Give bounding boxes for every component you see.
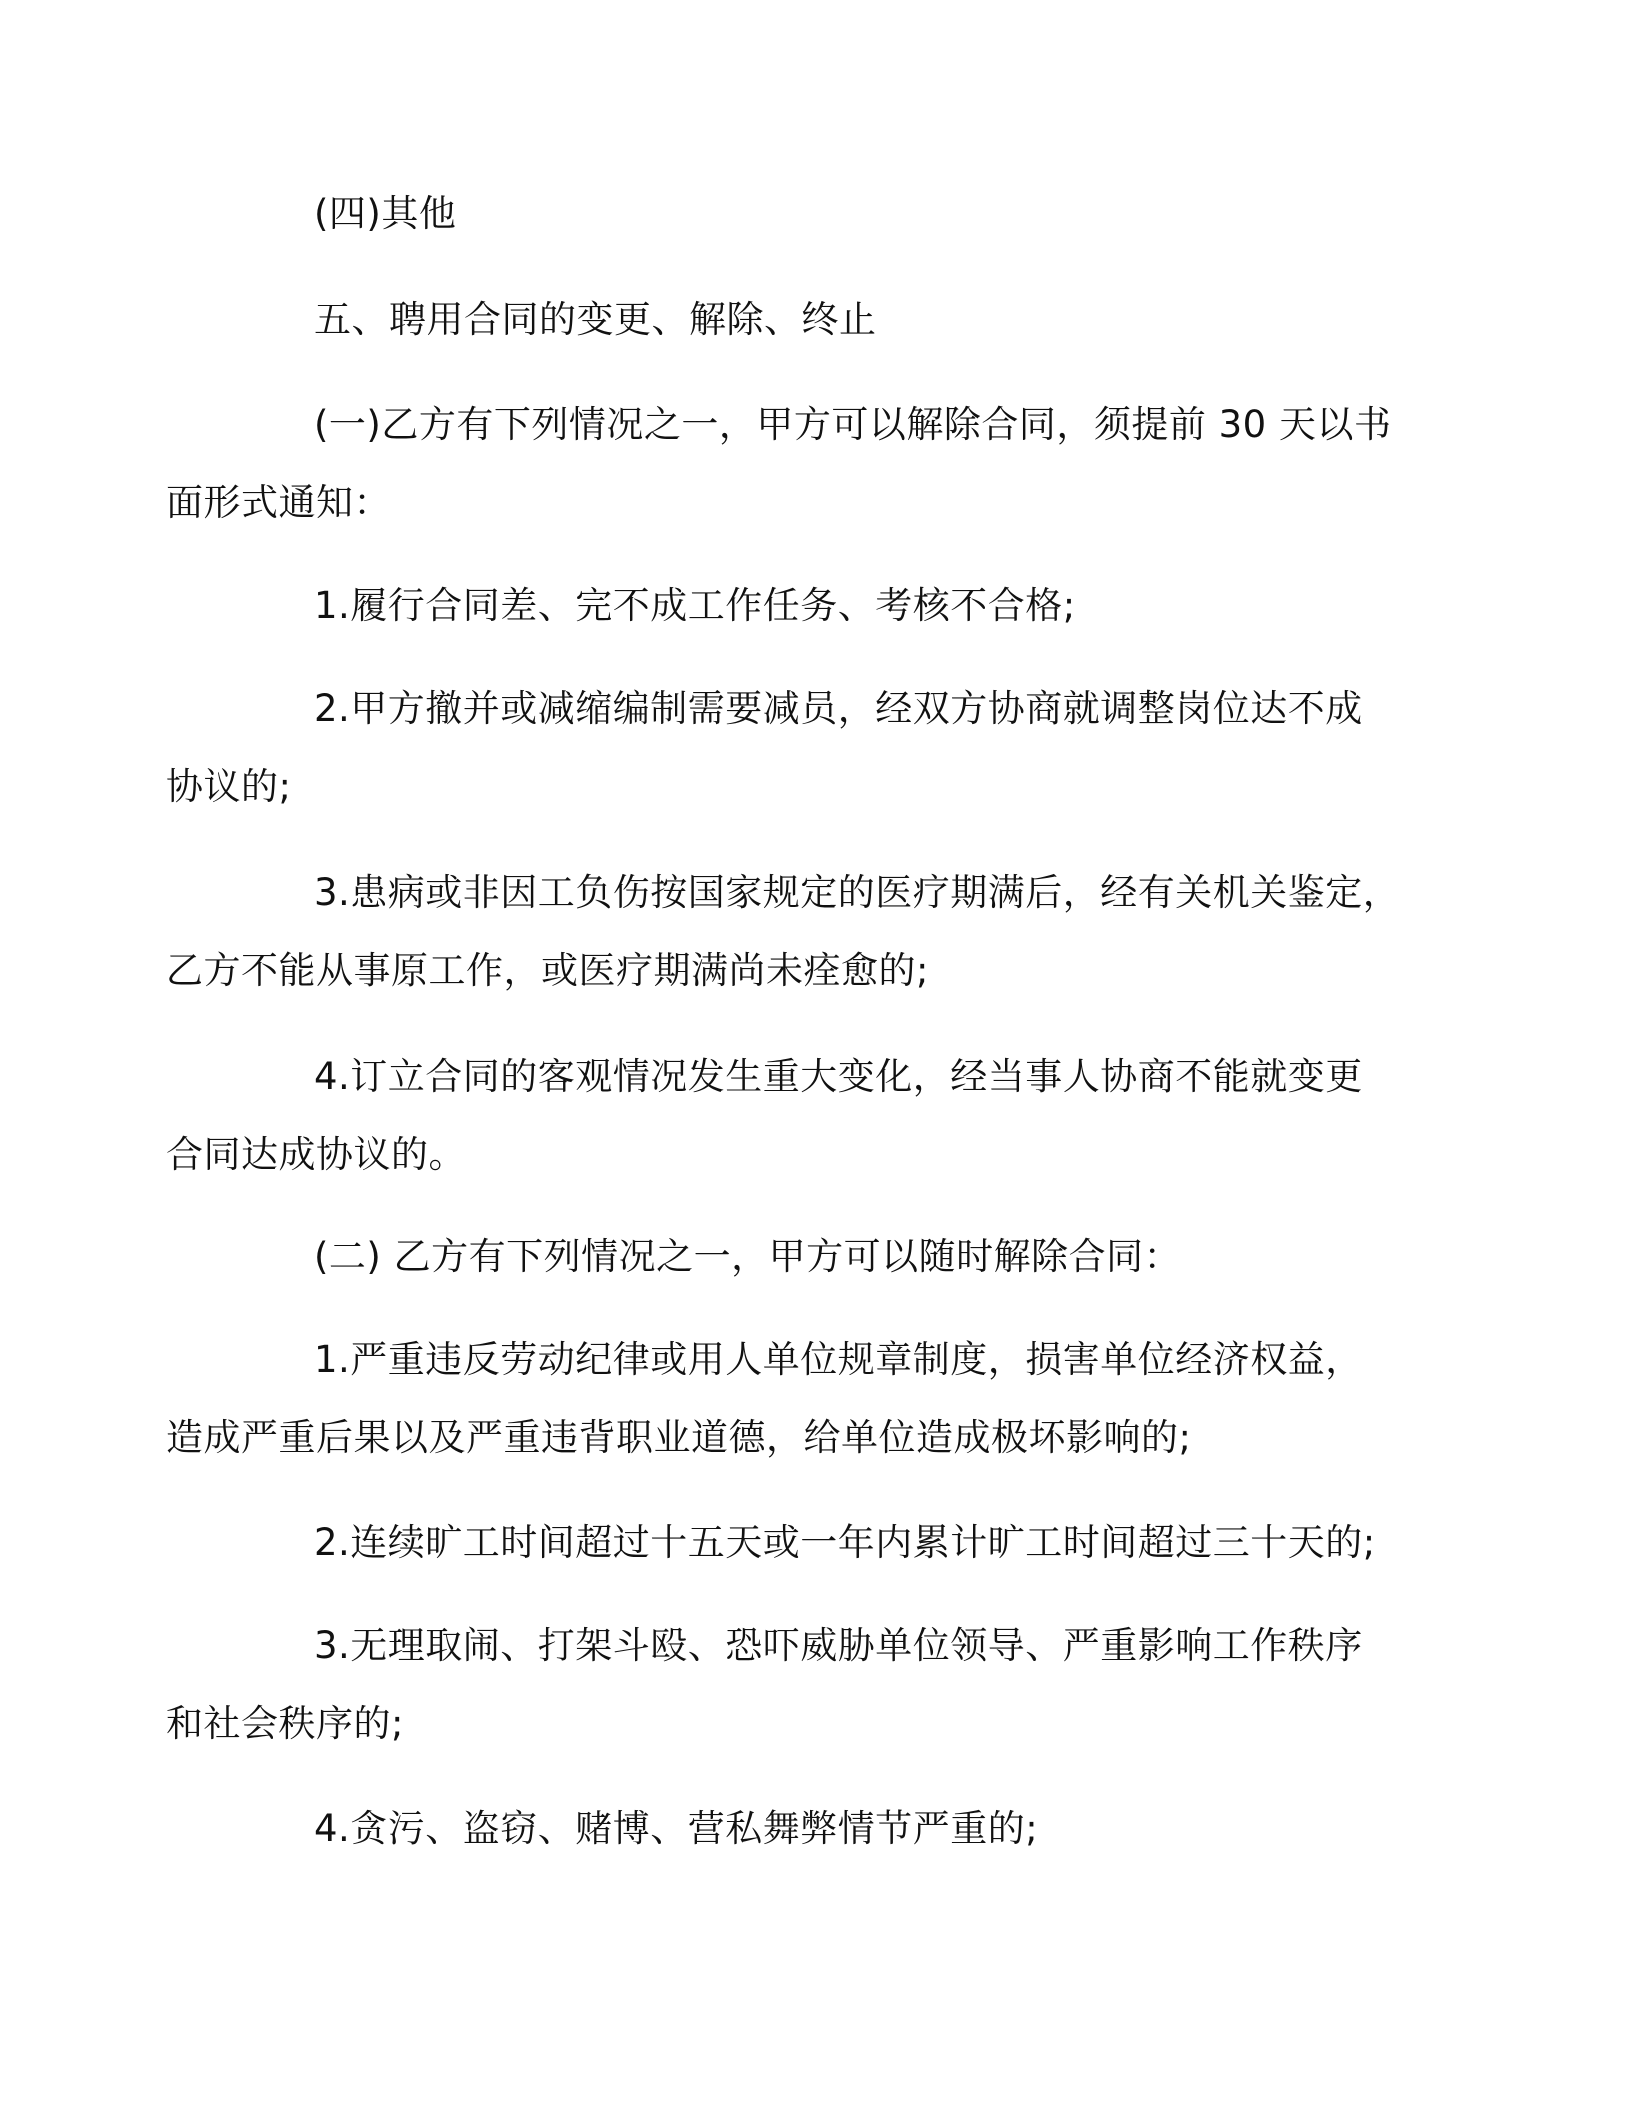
paragraph-line: 3.患病或非因工负伤按国家规定的医疗期满后，经有关机关鉴定， — [314, 871, 1401, 914]
paragraph-line: 2.甲方撤并或减缩编制需要减员，经双方协商就调整岗位达不成 — [314, 687, 1363, 730]
clause-2-item-1 — [166, 1321, 1390, 1477]
section-other — [240, 175, 1390, 253]
clause-1-item-3 — [166, 854, 1401, 1010]
paragraph-line: 和社会秩序的; — [166, 1702, 404, 1745]
paragraph-line: 1.严重违反劳动纪律或用人单位规章制度，损害单位经济权益， — [314, 1338, 1363, 1381]
clause-1-item-4 — [166, 1038, 1390, 1194]
paragraph-line: 协议的; — [166, 765, 292, 808]
clause-1-intro — [166, 386, 1392, 542]
paragraph-line: 4.贪污、盗窃、赌博、营私舞弊情节严重的; — [314, 1807, 1039, 1850]
clause-1-item-1 — [240, 567, 1390, 645]
paragraph-line: (一)乙方有下列情况之一，甲方可以解除合同，须提前 30 天以书 — [314, 403, 1392, 446]
paragraph-line: 3.无理取闹、打架斗殴、恐吓威胁单位领导、严重影响工作秩序 — [314, 1624, 1363, 1667]
clause-2-intro — [240, 1218, 1390, 1296]
clause-2-item-2 — [240, 1504, 1390, 1582]
paragraph-line: 造成严重后果以及严重违背职业道德，给单位造成极坏影响的; — [166, 1416, 1192, 1459]
clause-1-item-2 — [166, 670, 1390, 826]
paragraph-line: 1.履行合同差、完不成工作任务、考核不合格; — [314, 584, 1076, 627]
clause-2-item-3 — [166, 1607, 1390, 1763]
paragraph-line: 乙方不能从事原工作，或医疗期满尚未痊愈的; — [166, 949, 929, 992]
paragraph-line: (四)其他 — [314, 192, 457, 235]
paragraph-line: 面形式通知： — [166, 481, 391, 524]
paragraph-line: (二) 乙方有下列情况之一，甲方可以随时解除合同： — [314, 1235, 1182, 1278]
paragraph-line: 2.连续旷工时间超过十五天或一年内累计旷工时间超过三十天的; — [314, 1521, 1376, 1564]
paragraph-line: 五、聘用合同的变更、解除、终止 — [314, 298, 877, 341]
section-heading-5 — [240, 281, 1390, 359]
paragraph-line: 4.订立合同的客观情况发生重大变化，经当事人协商不能就变更 — [314, 1055, 1363, 1098]
clause-2-item-4 — [240, 1790, 1390, 1868]
paragraph-line: 合同达成协议的。 — [166, 1133, 466, 1176]
